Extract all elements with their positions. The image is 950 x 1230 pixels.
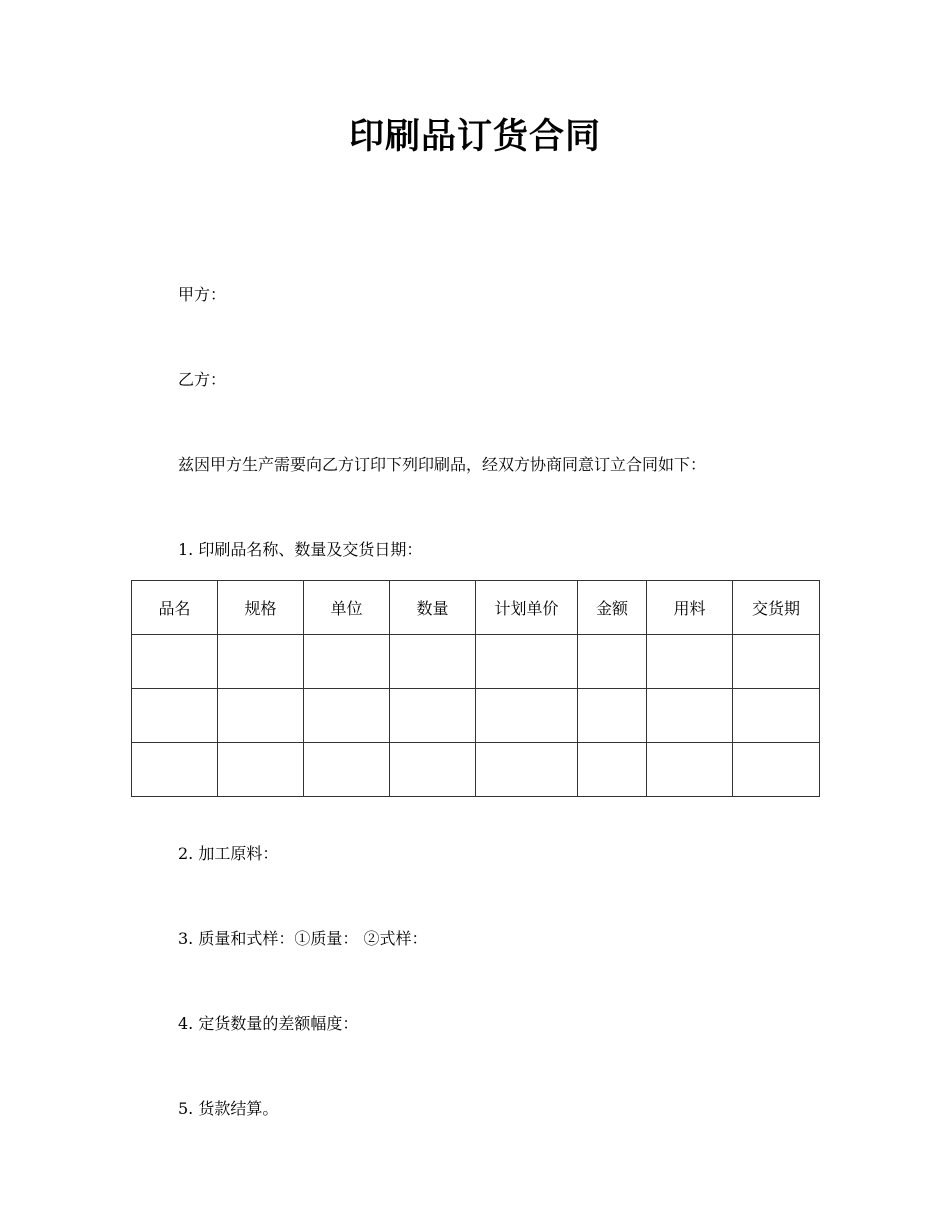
party-b-label: 乙方：: [178, 370, 227, 389]
clause-4: 4. 定货数量的差额幅度：: [178, 1014, 359, 1033]
clause-5: 5. 货款结算。: [178, 1099, 279, 1118]
document-title: 印刷品订货合同: [348, 117, 601, 157]
table-cell: [218, 743, 304, 797]
table-cell: [218, 635, 304, 689]
table-cell: [733, 635, 820, 689]
table-cell: [578, 743, 647, 797]
table-cell: [578, 635, 647, 689]
table-cell: [304, 743, 390, 797]
table-row: [132, 743, 820, 797]
header-cell-material: 用料: [647, 581, 733, 635]
table-cell: [733, 689, 820, 743]
table-cell: [578, 689, 647, 743]
table-cell: [476, 743, 578, 797]
header-cell-spec: 规格: [218, 581, 304, 635]
table-cell: [218, 689, 304, 743]
clause-3: 3. 质量和式样：①质量： ②式样：: [178, 929, 428, 948]
table-cell: [647, 689, 733, 743]
header-cell-delivery: 交货期: [733, 581, 820, 635]
header-cell-unit: 单位: [304, 581, 390, 635]
header-cell-amount: 金额: [578, 581, 647, 635]
clause-1: 1. 印刷品名称、数量及交货日期：: [178, 540, 423, 559]
table-header-row: [132, 581, 820, 635]
table-cell: [132, 635, 218, 689]
table-cell: [132, 743, 218, 797]
table-cell: [647, 743, 733, 797]
header-cell-name: 品名: [132, 581, 218, 635]
table-cell: [304, 635, 390, 689]
table-cell: [390, 743, 476, 797]
table-cell: [390, 689, 476, 743]
table-cell: [132, 689, 218, 743]
header-cell-quantity: 数量: [390, 581, 476, 635]
table-cell: [476, 689, 578, 743]
table-cell: [647, 635, 733, 689]
preamble-text: 兹因甲方生产需要向乙方订印下列印刷品，经双方协商同意订立合同如下：: [178, 455, 707, 474]
table-row: [132, 635, 820, 689]
table-cell: [304, 689, 390, 743]
party-a-label: 甲方：: [178, 285, 227, 304]
order-table: [131, 580, 820, 797]
table-cell: [390, 635, 476, 689]
table-cell: [733, 743, 820, 797]
header-cell-unit-price: 计划单价: [476, 581, 578, 635]
clause-2: 2. 加工原料：: [178, 844, 279, 863]
table-row: [132, 689, 820, 743]
table-cell: [476, 635, 578, 689]
